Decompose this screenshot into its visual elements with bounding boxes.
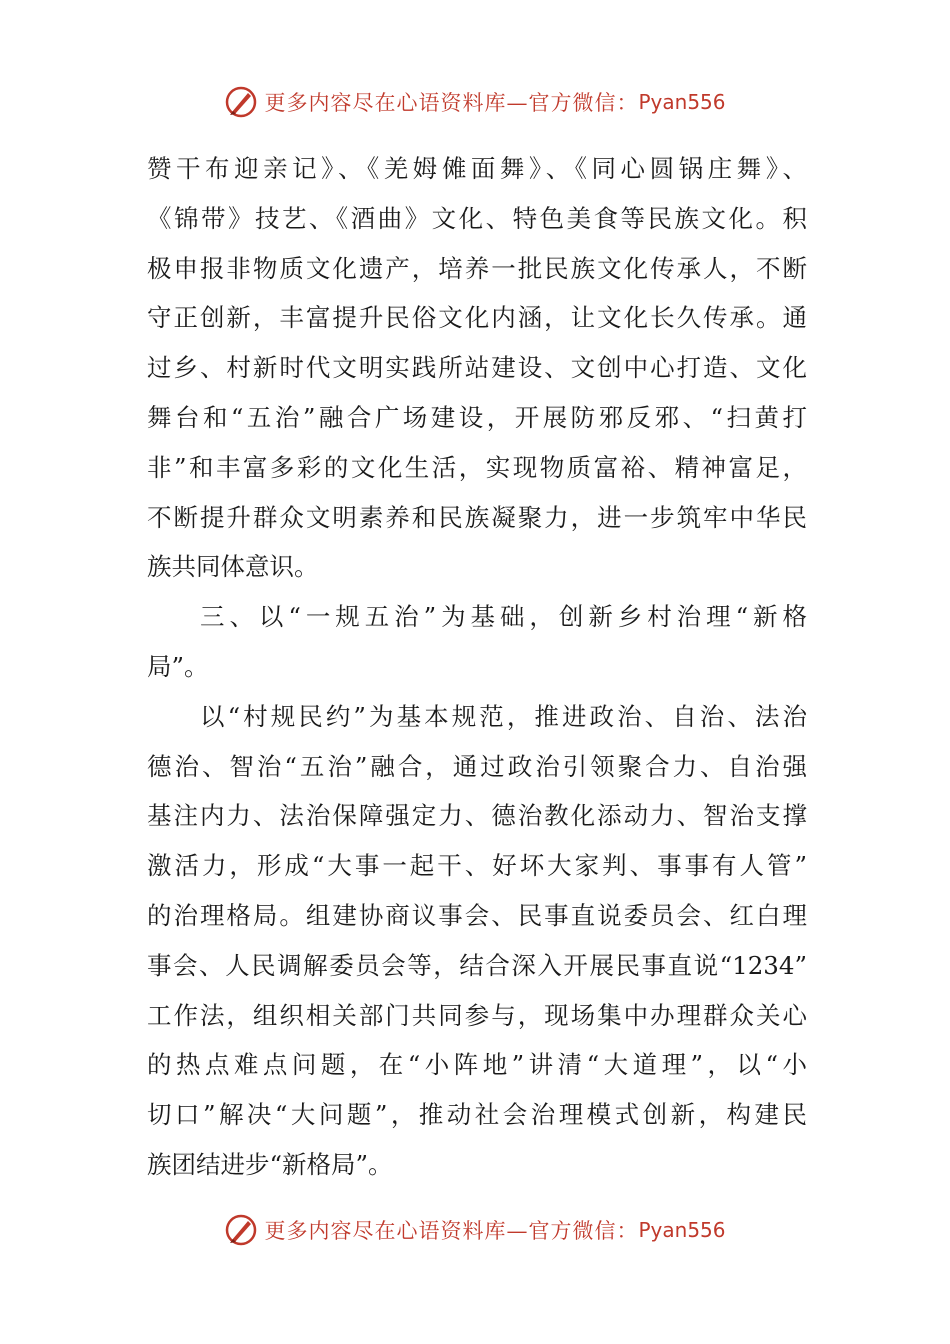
- text-line: 基注内力、法治保障强定力、德治教化添动力、智治支撑: [147, 801, 807, 831]
- footer-banner: [0, 1210, 950, 1250]
- text-line: 过乡、村新时代文明实践所站建设、文创中心打造、文化: [147, 353, 807, 383]
- text-line: 切口”解决“大问题”，推动社会治理模式创新，构建民: [147, 1100, 807, 1130]
- text-line: 舞台和“五治”融合广场建设，开展防邪反邪、“扫黄打: [147, 402, 807, 432]
- pen-logo-icon: [224, 1213, 258, 1247]
- text-line: 赞干布迎亲记》、《羌姆傩面舞》、《同心圆锅庄舞》、: [147, 154, 807, 183]
- banner-text: 更多内容尽在心语资料库—官方微信：: [264, 91, 639, 115]
- text-line: 德治、智治“五治”融合，通过政治引领聚合力、自治强: [147, 751, 807, 781]
- text-line: 极申报非物质文化遗产，培养一批民族文化传承人，不断: [147, 253, 807, 283]
- section-heading: 三、以“一规五治”为基础，创新乡村治理“新格: [200, 602, 807, 632]
- banner-text: 更多内容尽在心语资料库—官方微信：: [264, 1219, 639, 1243]
- text-line: 非”和丰富多彩的文化生活，实现物质富裕、精神富足，: [147, 452, 807, 482]
- text-line: 的治理格局。组建协商议事会、民事直说委员会、红白理: [147, 900, 807, 930]
- text-line: 不断提升群众文明素养和民族凝聚力，进一步筑牢中华民: [147, 502, 807, 532]
- banner-wechat-id: Pyan556: [638, 90, 726, 114]
- body-text: [147, 144, 807, 1190]
- banner-wechat-id: Pyan556: [638, 1218, 726, 1242]
- text-line: 工作法，组织相关部门共同参与，现场集中办理群众关心: [147, 1000, 807, 1030]
- section-heading: 局”。: [147, 651, 209, 681]
- text-line: 事会、人民调解委员会等，结合深入开展民事直说“1234”: [147, 950, 807, 980]
- text-line: 的热点难点问题，在“小阵地”讲清“大道理”，以“小: [147, 1050, 807, 1080]
- pen-logo-icon: [224, 85, 258, 119]
- text-line: 族团结进步“新格局”。: [147, 1149, 393, 1179]
- text-line: 以“村规民约”为基本规范，推进政治、自治、法治: [200, 701, 807, 731]
- header-banner: [0, 82, 950, 122]
- text-line: 守正创新，丰富提升民俗文化内涵，让文化长久传承。通: [147, 303, 807, 333]
- text-line: 《锦带》技艺、《酒曲》文化、特色美食等民族文化。积: [147, 203, 807, 233]
- text-line: 激活力，形成“大事一起干、好坏大家判、事事有人管”: [147, 851, 807, 881]
- text-line: 族共同体意识。: [147, 552, 319, 582]
